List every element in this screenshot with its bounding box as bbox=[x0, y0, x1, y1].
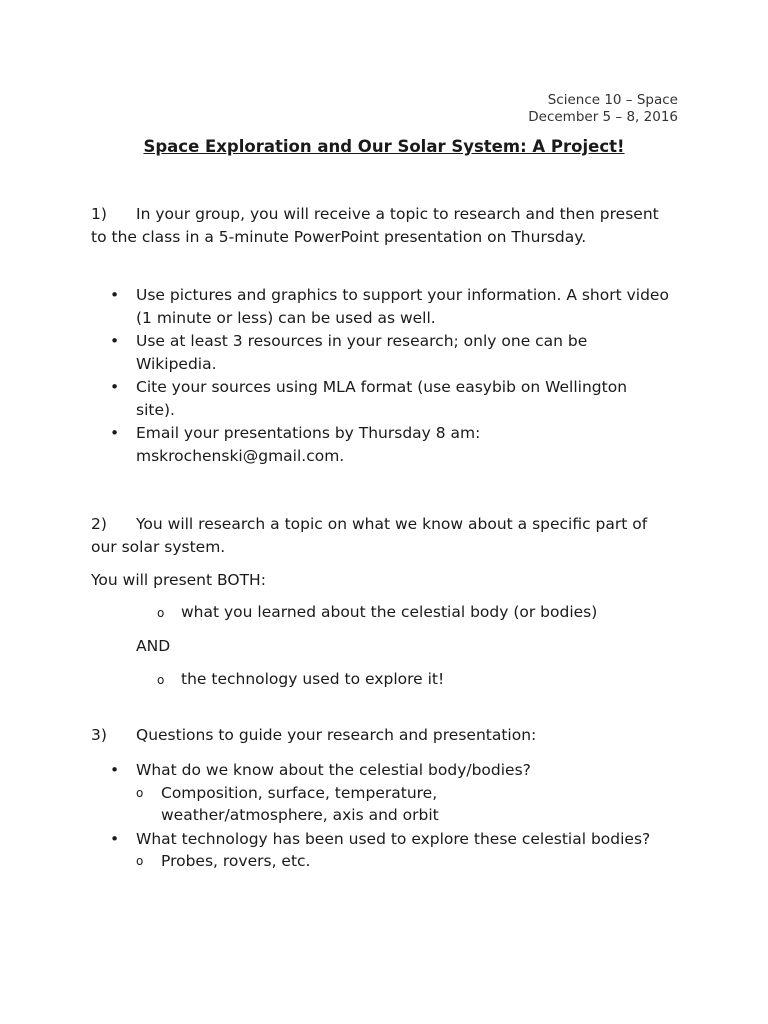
section-3-intro bbox=[91, 724, 671, 747]
present-both-line: You will present BOTH: bbox=[91, 571, 266, 589]
bullet-icon: • bbox=[110, 286, 120, 304]
section-2-number: 2) bbox=[91, 515, 107, 533]
list-item bbox=[110, 330, 670, 375]
list-item-text: Email your presentations by Thursday 8 am: mskrochenski@gmail.com. bbox=[136, 424, 481, 465]
bullet-icon: • bbox=[110, 424, 120, 442]
circle-bullet-icon: o bbox=[157, 606, 165, 620]
list-item-text: What technology has been used to explore these celestial bodies? bbox=[136, 829, 651, 848]
course-dates: December 5 – 8, 2016 bbox=[528, 109, 678, 125]
list-item bbox=[110, 376, 670, 421]
section-1-bullets bbox=[110, 284, 670, 468]
bullet-icon: • bbox=[110, 829, 120, 848]
sub-list-item bbox=[136, 782, 491, 827]
section-3-text: Questions to guide your research and presentation: bbox=[136, 726, 537, 744]
section-1-number: 1) bbox=[91, 205, 107, 223]
list-item-text: What do we know about the celestial body/bodies? bbox=[136, 761, 531, 779]
sub-list-item-text: Probes, rovers, etc. bbox=[161, 852, 311, 870]
present-item-text: what you learned about the celestial body (or bodies) bbox=[181, 603, 598, 621]
list-item bbox=[110, 284, 670, 329]
present-item-technology bbox=[157, 668, 444, 692]
present-item-celestial bbox=[157, 601, 597, 625]
sub-list bbox=[136, 782, 670, 827]
list-item bbox=[110, 759, 670, 827]
document-title: Space Exploration and Our Solar System: A Project! bbox=[143, 137, 625, 156]
course-header bbox=[528, 92, 678, 126]
section-2-text: You will research a topic on what we know about a specific part of our solar system. bbox=[91, 515, 648, 556]
section-2-intro bbox=[91, 513, 671, 558]
section-3-number: 3) bbox=[91, 726, 107, 744]
list-item-text: Cite your sources using MLA format (use easybib on Wellington site). bbox=[136, 378, 628, 419]
section-1-text: In your group, you will receive a topic to research and then present to the class in a 5-minute PowerPoint presentation on Thursday. bbox=[91, 205, 659, 246]
sub-list-item-text: Composition, surface, temperature, weather/atmosphere, axis and orbit bbox=[161, 783, 439, 824]
section-1-intro bbox=[91, 203, 671, 248]
sub-list bbox=[136, 850, 670, 873]
list-item bbox=[110, 422, 670, 467]
list-item-text: Use pictures and graphics to support your information. A short video (1 minute or less) can be used as well. bbox=[136, 286, 669, 327]
section-3-bullets bbox=[110, 759, 670, 874]
sub-list-item bbox=[136, 850, 670, 873]
list-item bbox=[110, 828, 670, 873]
bullet-icon: • bbox=[110, 378, 120, 396]
and-label: AND bbox=[136, 637, 171, 655]
circle-bullet-icon: o bbox=[136, 785, 144, 800]
course-name: Science 10 – Space bbox=[547, 92, 678, 108]
present-item-text: the technology used to explore it! bbox=[181, 670, 445, 688]
bullet-icon: • bbox=[110, 761, 120, 779]
circle-bullet-icon: o bbox=[157, 673, 165, 687]
circle-bullet-icon: o bbox=[136, 854, 144, 868]
bullet-icon: • bbox=[110, 332, 120, 350]
list-item-text: Use at least 3 resources in your research; only one can be Wikipedia. bbox=[136, 332, 588, 373]
